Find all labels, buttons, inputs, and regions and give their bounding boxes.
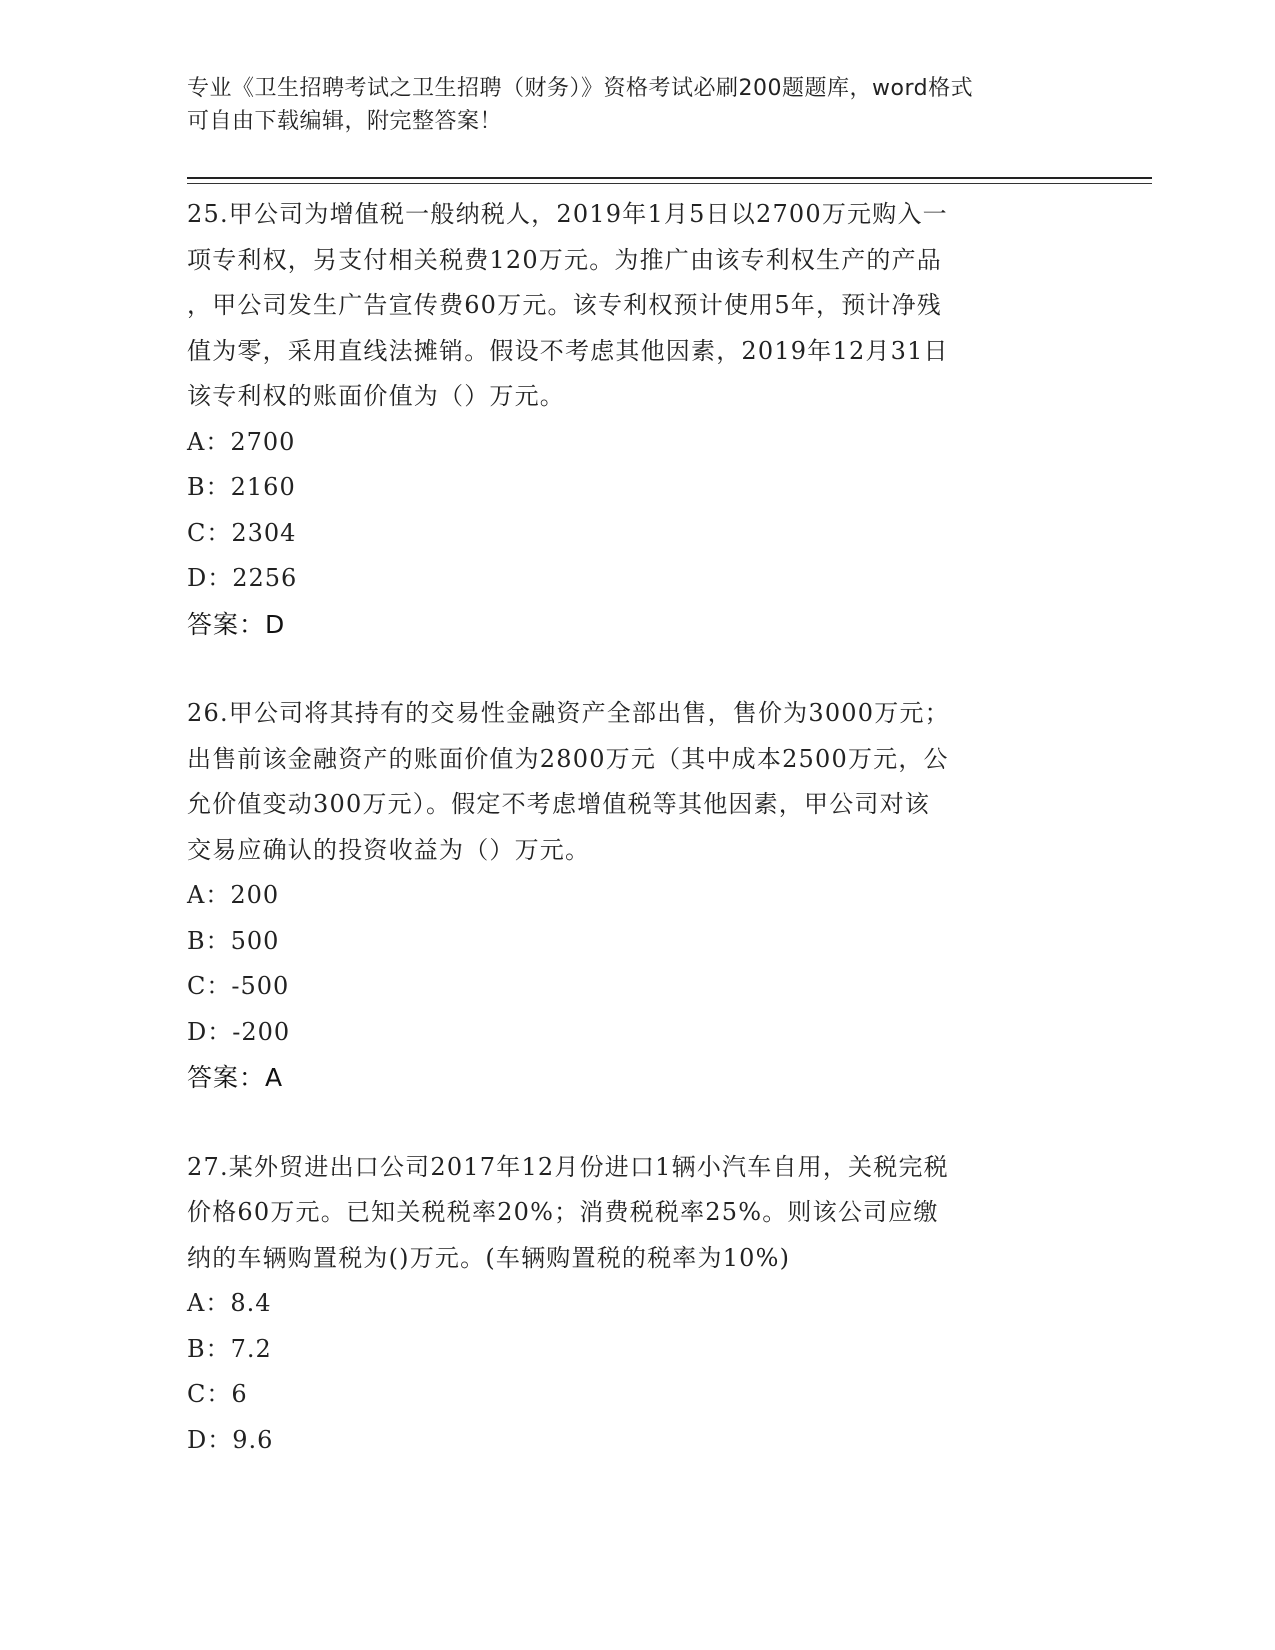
question-spacer [187, 647, 1087, 691]
option-b: B：500 [187, 926, 280, 955]
question-text-line: 25.甲公司为增值税一般纳税人，2019年1月5日以2700万元购入一 [187, 200, 948, 228]
option-d: D：2256 [187, 564, 298, 592]
option-c: C：2304 [187, 518, 297, 547]
question-text-line: 交易应确认的投资收益为（）万元。 [187, 835, 591, 864]
option-b: B：2160 [187, 473, 296, 501]
question-list [187, 192, 1087, 1463]
option-a: A：8.4 [187, 1289, 272, 1317]
answer-label: 答案：D [187, 609, 286, 639]
header-line-2: 可自由下载编辑，附完整答案！ [187, 109, 503, 134]
question-text-line: 出售前该金融资产的账面价值为2800万元（其中成本2500万元，公 [187, 744, 949, 773]
question-spacer [187, 1101, 1087, 1145]
header-line-1: 专业《卫生招聘考试之卫生招聘（财务）》资格考试必刷200题题库，word格式 [187, 76, 974, 101]
question-text-line: 该专利权的账面价值为（）万元。 [187, 382, 565, 410]
question-25 [187, 192, 1087, 647]
document-header [187, 72, 1067, 138]
question-text-line: 价格60万元。已知关税税率20%；消费税税率25%。则该公司应缴 [187, 1198, 939, 1226]
question-text-line: 项专利权，另支付相关税费120万元。为推广由该专利权生产的产品 [187, 245, 943, 274]
option-c: C：6 [187, 1380, 248, 1408]
option-c: C：-500 [187, 972, 290, 1000]
option-a: A：2700 [187, 427, 296, 456]
question-text-line: 值为零，采用直线法摊销。假设不考虑其他因素，2019年12月31日 [187, 336, 949, 365]
question-text-line: 26.甲公司将其持有的交易性金融资产全部出售，售价为3000万元； [187, 699, 950, 727]
option-d: D：-200 [187, 1017, 291, 1046]
header-divider-thin [187, 183, 1152, 184]
option-a: A：200 [187, 881, 280, 909]
question-text-line: 允价值变动300万元）。假定不考虑增值税等其他因素，甲公司对该 [187, 790, 931, 818]
question-27 [187, 1145, 1087, 1464]
answer-label: 答案：A [187, 1063, 284, 1092]
header-divider-thick [187, 177, 1152, 179]
option-b: B：7.2 [187, 1334, 272, 1363]
question-text-line: 27.某外贸进出口公司2017年12月份进口1辆小汽车自用，关税完税 [187, 1152, 949, 1181]
question-text-line: ，甲公司发生广告宣传费60万元。该专利权预计使用5年，预计净残 [187, 291, 943, 319]
question-text-line: 纳的车辆购置税为()万元。(车辆购置税的税率为10%) [187, 1243, 791, 1272]
question-26 [187, 691, 1087, 1101]
option-d: D：9.6 [187, 1425, 274, 1454]
